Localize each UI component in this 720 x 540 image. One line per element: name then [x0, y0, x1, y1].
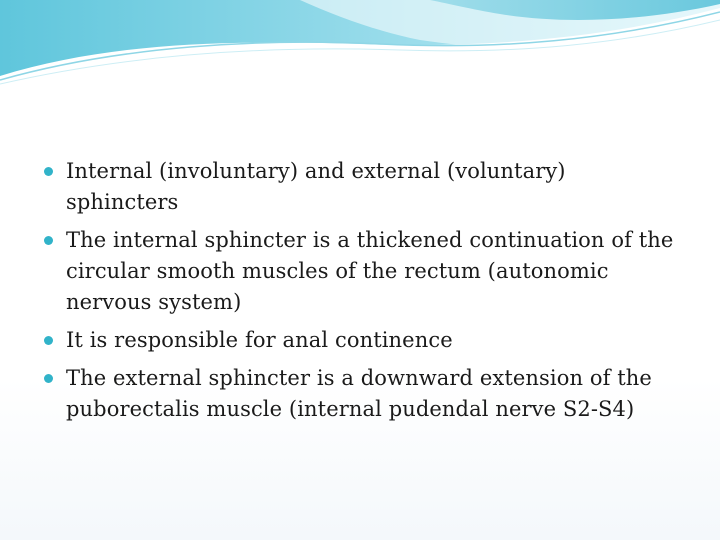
bullet-dot-icon [44, 236, 53, 245]
bullet-text: Internal (involuntary) and external (voluntary) sphincters [66, 159, 566, 214]
bullet-item [44, 325, 684, 356]
bullet-dot-icon [44, 336, 53, 345]
header-wave-decoration [0, 0, 720, 90]
bullet-text: It is responsible for anal continence [66, 328, 453, 352]
bullet-list [44, 156, 684, 432]
bullet-text: The internal sphincter is a thickened continuation of the circular smooth muscles of the rectum (autonomic nervous system) [66, 228, 674, 314]
bullet-text: The external sphincter is a downward extension of the puborectalis muscle (internal pudendal nerve S2-S4) [66, 366, 652, 421]
bullet-item [44, 225, 684, 318]
bullet-item [44, 156, 684, 218]
bullet-item [44, 363, 684, 425]
bullet-dot-icon [44, 167, 53, 176]
bullet-dot-icon [44, 374, 53, 383]
